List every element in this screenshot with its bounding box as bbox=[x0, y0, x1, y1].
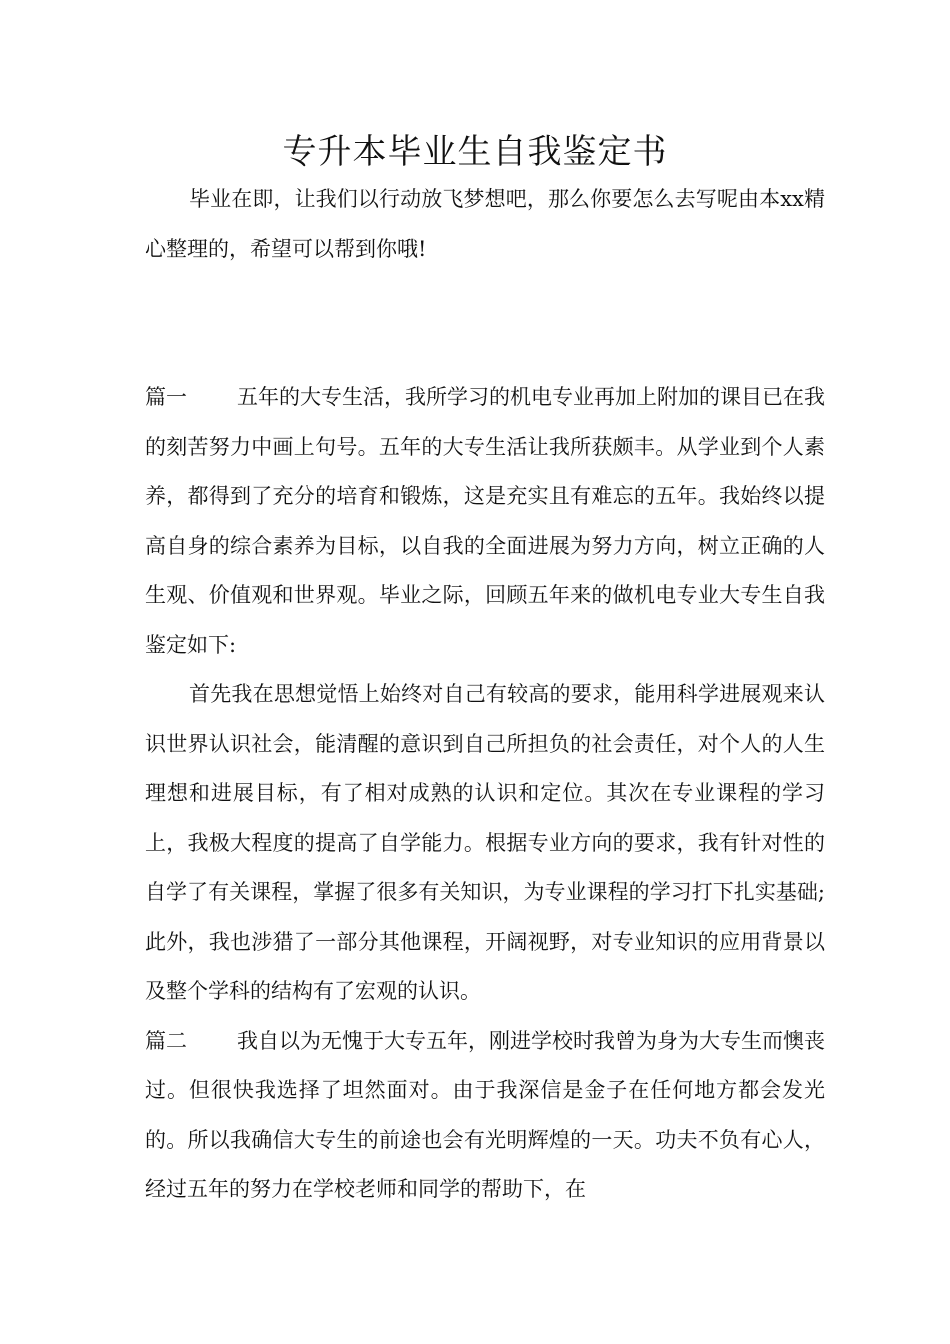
section-2-label: 篇二 bbox=[145, 1028, 187, 1053]
intro-paragraph: 毕业在即，让我们以行动放飞梦想吧，那么你要怎么去写呢由本xx精心整理的，希望可以帮到你哦! bbox=[145, 187, 825, 261]
blank-line bbox=[145, 274, 825, 324]
section-1-text: 五年的大专生活，我所学习的机电专业再加上附加的课目已在我的刻苦努力中画上句号。五年的大专生活让我所获颇丰。从学业到个人素养，都得到了充分的培育和锻炼，这是充实且有难忘的五年。我始终以提高自身的综合素养为目标，以自我的全面进展为努力方向，树立正确的人生观、价值观和世界观。毕业之际，回顾五年来的做机电专业大专生自我鉴定如下: bbox=[145, 385, 825, 657]
section-1-paragraph-1 bbox=[145, 373, 825, 670]
section-2-text: 我自以为无愧于大专五年，刚进学校时我曾为身为大专生而懊丧过。但很快我选择了坦然面对。由于我深信是金子在任何地方都会发光的。所以我确信大专生的前途也会有光明辉煌的一天。功夫不负有心人，经过五年的努力在学校老师和同学的帮助下，在 bbox=[145, 1028, 825, 1201]
section-1-paragraph-2: 首先我在思想觉悟上始终对自己有较高的要求，能用科学进展观来认识世界认识社会，能清醒的意识到自己所担负的社会责任，对个人的人生理想和进展目标，有了相对成熟的认识和定位。其次在专业课程的学习上，我极大程度的提高了自学能力。根据专业方向的要求，我有针对性的自学了有关课程，掌握了很多有关知识，为专业课程的学习打下扎实基础;此外，我也涉猎了一部分其他课程，开阔视野，对专业知识的应用背景以及整个学科的结构有了宏观的认识。 bbox=[145, 682, 825, 1003]
section-2-paragraph-1 bbox=[145, 1017, 825, 1215]
document-title: 专升本毕业生自我鉴定书 bbox=[282, 132, 668, 172]
section-1-label: 篇一 bbox=[145, 385, 187, 409]
document-body bbox=[145, 175, 825, 1215]
blank-line bbox=[145, 324, 825, 374]
